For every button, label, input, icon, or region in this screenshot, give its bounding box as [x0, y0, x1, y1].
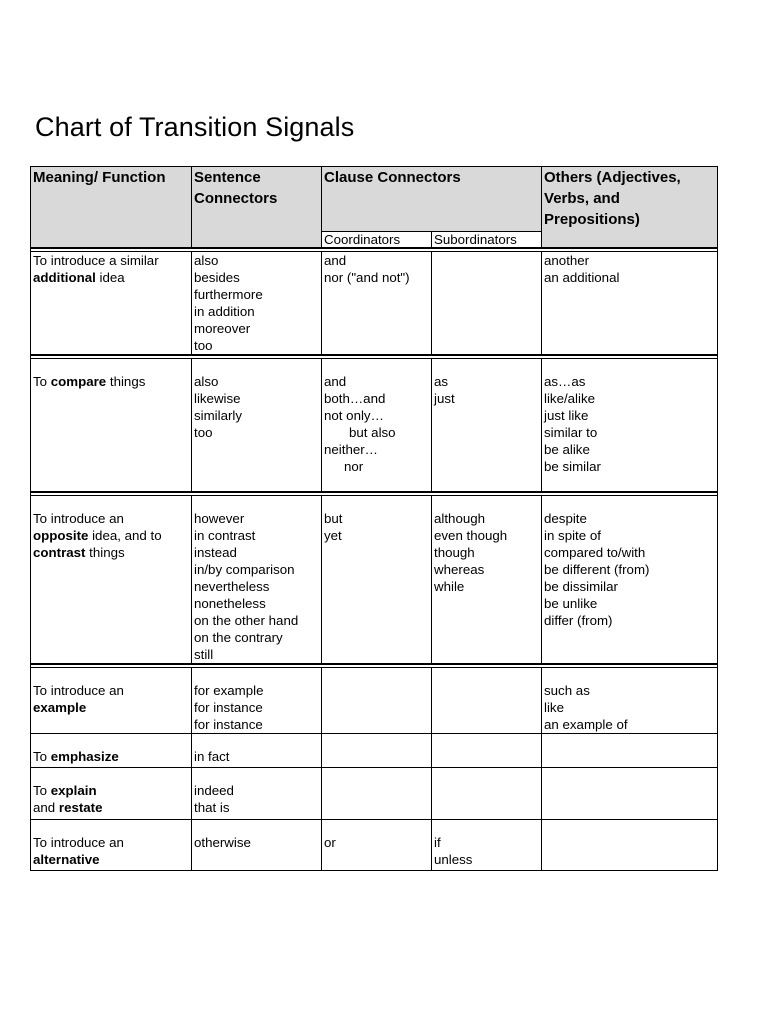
meaning-cell: [31, 359, 192, 492]
meaning-cell: [31, 733, 192, 767]
subordinators-cell: [432, 819, 542, 870]
connector: similarly: [194, 408, 243, 423]
connector: furthermore: [194, 287, 263, 302]
connector: like: [544, 699, 564, 715]
subordinators-cell: [432, 733, 542, 767]
sentence-connectors-cell: [192, 819, 322, 870]
table-row: [31, 252, 718, 356]
connector: be similar: [544, 459, 601, 474]
subordinators-cell: [432, 359, 542, 492]
connector: be dissimilar: [544, 578, 618, 594]
sentence-connectors-cell: [192, 767, 322, 819]
others-cell: [542, 819, 718, 870]
connector: both…and: [324, 391, 386, 406]
connector: on the other hand: [194, 612, 299, 628]
connector: be alike: [544, 442, 590, 457]
meaning-cell: [31, 495, 192, 664]
coordinators-cell: [322, 819, 432, 870]
others-cell: [542, 733, 718, 767]
meaning-keyword: alternative: [33, 851, 100, 867]
meaning-text: To introduce an: [33, 510, 124, 526]
meaning-cell: [31, 252, 192, 356]
connector: unless: [434, 851, 473, 867]
connector: in/by comparison: [194, 561, 295, 577]
connector: even though: [434, 527, 508, 543]
meaning-keyword: opposite: [33, 527, 89, 543]
meaning-text: To introduce an: [33, 682, 124, 698]
page-title: Chart of Transition Signals: [35, 112, 355, 142]
connector: like/alike: [544, 391, 596, 406]
connector: as…as: [544, 374, 586, 389]
coordinators-cell: [322, 733, 432, 767]
connector: nor: [344, 459, 364, 474]
connector: such as: [544, 682, 590, 698]
table-row: [31, 767, 718, 819]
header-others: [542, 167, 718, 249]
meaning-text: idea: [95, 270, 125, 285]
connector: or: [324, 834, 336, 850]
meaning-text: To: [33, 374, 51, 389]
header-coordinators: Coordinators: [322, 231, 432, 248]
meaning-cell: [31, 767, 192, 819]
others-cell: [542, 252, 718, 356]
connector: also: [194, 253, 219, 268]
coordinators-cell: [322, 495, 432, 664]
connector: for instance: [194, 699, 263, 715]
connector: but: [324, 510, 343, 526]
connector: just: [434, 391, 455, 406]
connector: in spite of: [544, 527, 601, 543]
connector: though: [434, 544, 475, 560]
meaning-cell: [31, 667, 192, 733]
meaning-text: To introduce a similar: [33, 253, 159, 268]
subordinators-cell: [432, 767, 542, 819]
table-row: [31, 667, 718, 733]
connector: not only…: [324, 408, 384, 423]
meaning-keyword: contrast: [33, 544, 86, 560]
connector: also: [194, 374, 219, 389]
connector: and: [324, 374, 347, 389]
connector: but also: [349, 425, 396, 440]
connector: indeed: [194, 782, 234, 798]
connector: differ (from): [544, 612, 613, 628]
connector: an example of: [544, 716, 628, 732]
connector: moreover: [194, 321, 251, 336]
table-row: [31, 359, 718, 492]
table-row: [31, 733, 718, 767]
meaning-text: To introduce an: [33, 834, 124, 850]
meaning-keyword: restate: [58, 799, 103, 815]
transition-signals-table: [30, 166, 718, 871]
connector: an additional: [544, 270, 620, 285]
connector: otherwise: [194, 834, 251, 850]
subordinators-cell: [432, 495, 542, 664]
connector: as: [434, 374, 449, 389]
others-cell: [542, 495, 718, 664]
header-others-label: Others (Adjectives, Verbs, and Prepositions): [544, 169, 681, 228]
meaning-text: things: [106, 374, 146, 389]
connector: for example: [194, 682, 264, 698]
header-subordinators: Subordinators: [432, 231, 542, 248]
others-cell: [542, 667, 718, 733]
connector: still: [194, 646, 214, 662]
coordinators-cell: [322, 359, 432, 492]
connector: nevertheless: [194, 578, 270, 594]
coordinators-cell: [322, 767, 432, 819]
subordinators-cell: [432, 667, 542, 733]
connector: on the contrary: [194, 629, 283, 645]
coordinators-cell: [322, 667, 432, 733]
connector: in addition: [194, 304, 255, 319]
sentence-connectors-cell: [192, 495, 322, 664]
connector: be different (from): [544, 561, 650, 577]
connector: nor ("and not"): [324, 270, 410, 285]
meaning-keyword: emphasize: [50, 748, 119, 764]
others-cell: [542, 767, 718, 819]
meaning-text: To: [33, 782, 51, 798]
connector: similar to: [544, 425, 598, 440]
connector: be unlike: [544, 595, 598, 611]
connector: too: [194, 338, 213, 353]
connector: in contrast: [194, 527, 256, 543]
connector: although: [434, 510, 486, 526]
sentence-connectors-cell: [192, 733, 322, 767]
header-sentence-connectors: [192, 167, 322, 249]
header-clause-connectors: Clause Connectors: [322, 167, 542, 232]
connector: neither…: [324, 442, 378, 457]
meaning-text: things: [85, 544, 125, 560]
meaning-keyword: explain: [50, 782, 97, 798]
connector: whereas: [434, 561, 485, 577]
connector: nonetheless: [194, 595, 266, 611]
connector: instead: [194, 544, 237, 560]
connector: besides: [194, 270, 240, 285]
table-row: [31, 495, 718, 664]
meaning-keyword: example: [33, 699, 87, 715]
connector: compared to/with: [544, 544, 646, 560]
connector: that is: [194, 799, 230, 815]
meaning-keyword: additional: [33, 270, 96, 285]
connector: another: [544, 253, 590, 268]
connector: too: [194, 425, 213, 440]
connector: despite: [544, 510, 587, 526]
header-meaning-function: Meaning/ Function: [31, 167, 192, 249]
meaning-text: To: [33, 748, 51, 764]
connector: just like: [544, 408, 589, 423]
table-row: [31, 819, 718, 870]
meaning-cell: [31, 819, 192, 870]
meaning-text: idea, and to: [88, 527, 162, 543]
connector: if: [434, 834, 441, 850]
connector: however: [194, 510, 245, 526]
subordinators-cell: [432, 252, 542, 356]
coordinators-cell: [322, 252, 432, 356]
header-sentence-connectors-label: Sentence Connectors: [194, 169, 278, 207]
connector: in fact: [194, 748, 230, 764]
connector: yet: [324, 527, 342, 543]
connector: while: [434, 578, 465, 594]
connector: for instance: [194, 716, 263, 732]
connector: likewise: [194, 391, 241, 406]
meaning-keyword: compare: [50, 374, 107, 389]
meaning-text: and: [33, 799, 59, 815]
connector: and: [324, 253, 347, 268]
sentence-connectors-cell: [192, 359, 322, 492]
sentence-connectors-cell: [192, 667, 322, 733]
others-cell: [542, 359, 718, 492]
sentence-connectors-cell: [192, 252, 322, 356]
